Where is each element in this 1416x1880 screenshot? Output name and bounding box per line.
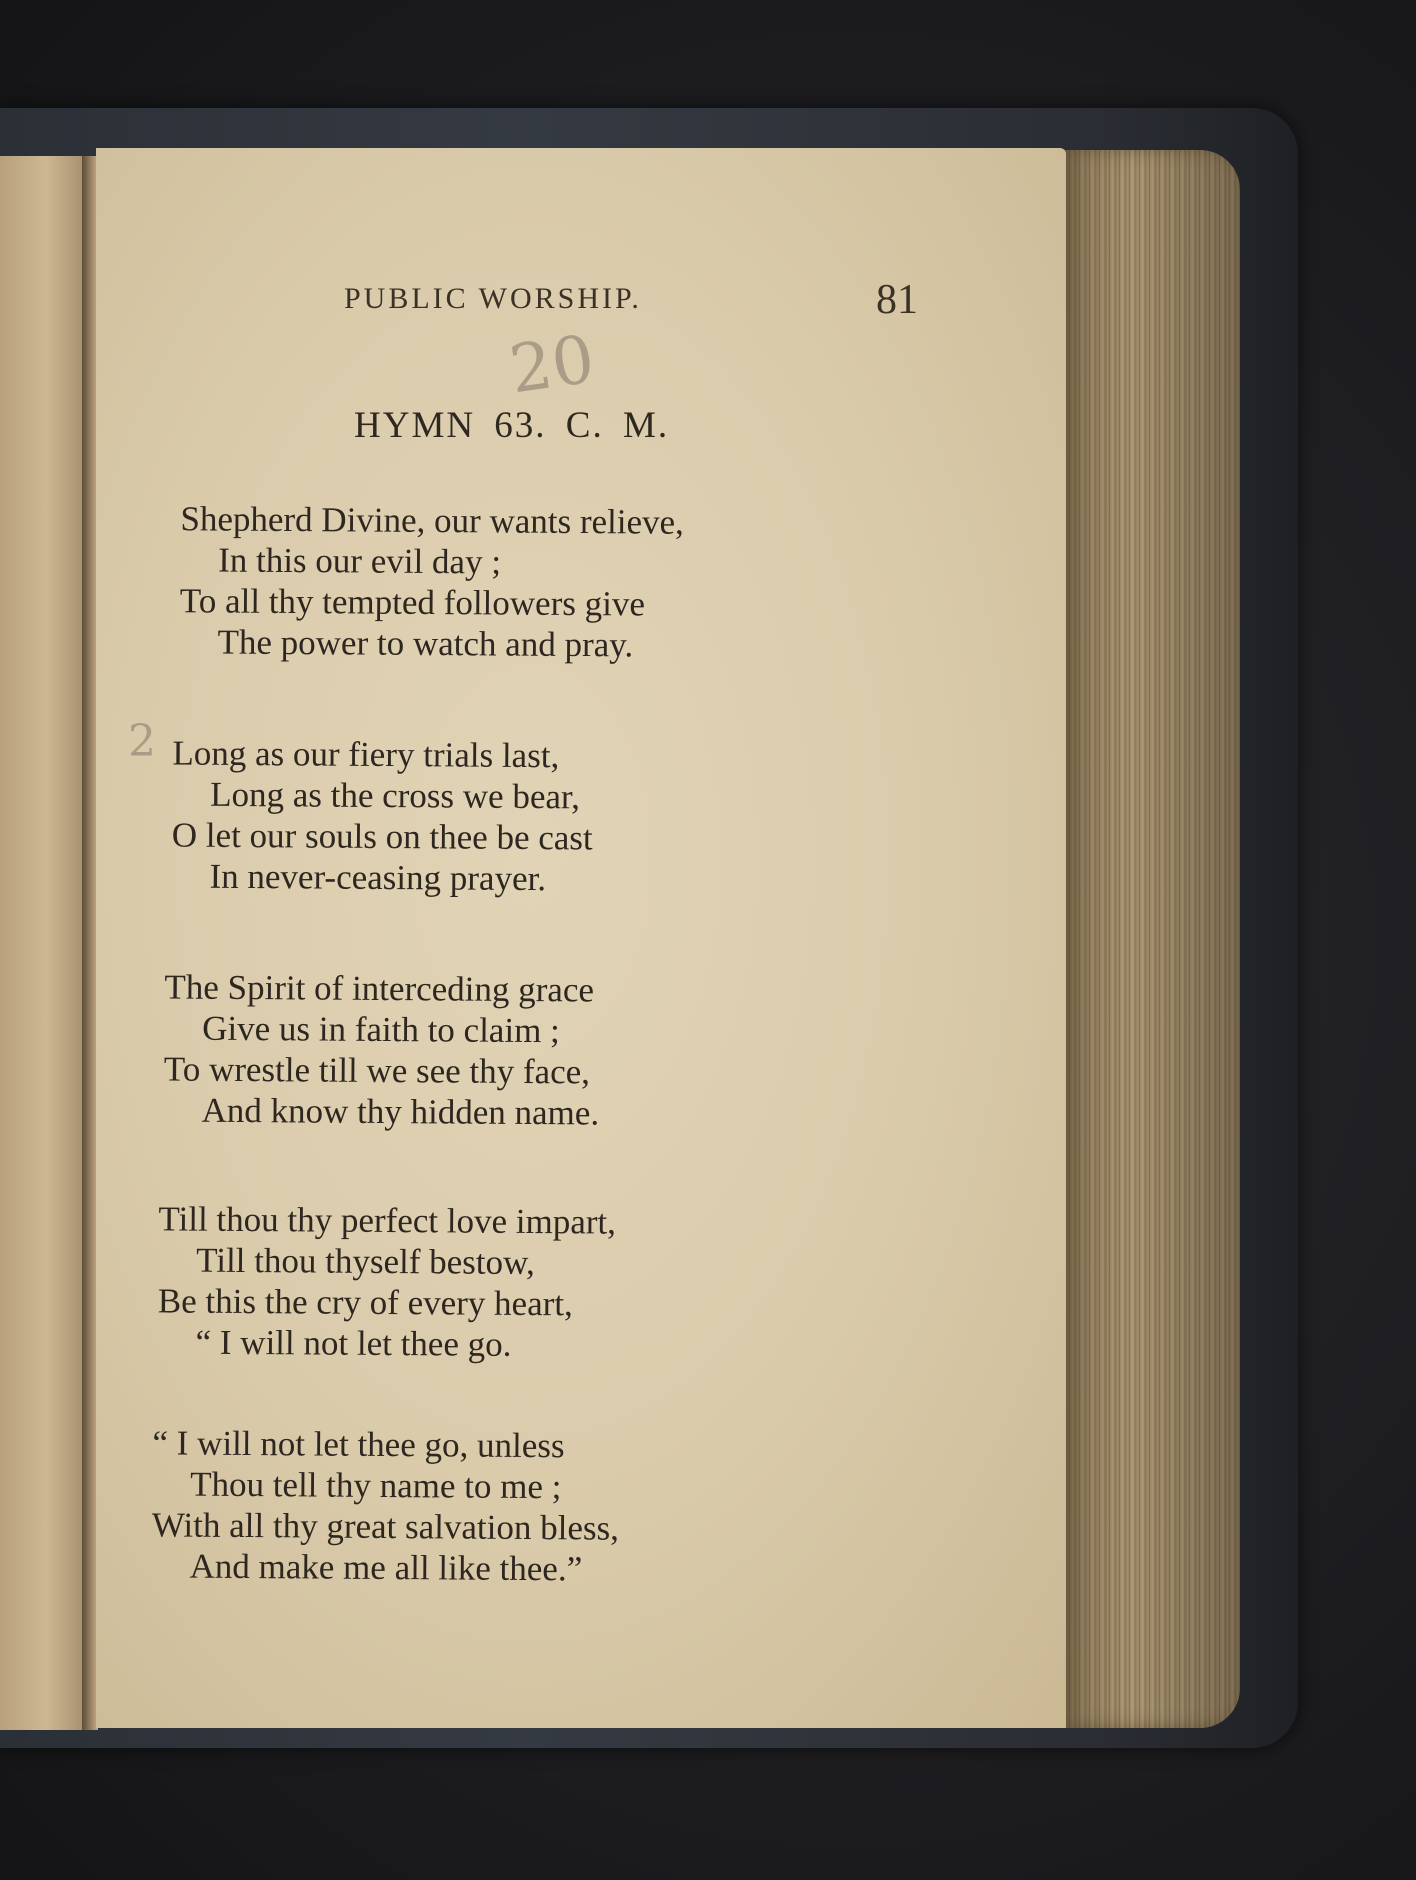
stanza-line: “ I will not let thee go, unless (152, 1423, 565, 1466)
stanza-line: Shepherd Divine, our wants relieve, (180, 499, 685, 542)
left-page-edge (0, 156, 87, 1730)
stanza-line: With all thy great salvation bless, (151, 1505, 620, 1548)
running-head: PUBLIC WORSHIP. (344, 282, 642, 315)
pencil-mark-top: 20 (505, 320, 599, 409)
stanza-line: The power to watch and pray. (217, 622, 634, 665)
stanza-line: Give us in faith to claim ; (202, 1008, 560, 1051)
stanza-4 (157, 1198, 616, 1365)
stanza-line: Long as our fiery trials last, (172, 733, 560, 776)
page-edges (1060, 150, 1240, 1728)
stanza-line: In never-ceasing prayer. (209, 856, 547, 899)
stanza-line: O let our souls on thee be cast (171, 815, 593, 858)
stanza-line: “ I will not let thee go. (195, 1322, 512, 1364)
hymn-title: HYMN 63. C. M. (354, 405, 670, 446)
stanza-line: Till thou thy perfect love impart, (158, 1199, 617, 1242)
stanza-line: And know thy hidden name. (201, 1090, 600, 1133)
stanza-3 (163, 966, 600, 1133)
stanza-line: Thou tell thy name to me ; (190, 1464, 562, 1507)
page-number: 81 (876, 277, 918, 323)
stanza-line: The Spirit of interceding grace (164, 967, 595, 1010)
stanza-line: And make me all like thee.” (189, 1546, 583, 1589)
stanza-1 (179, 498, 684, 666)
stanza-line: Be this the cry of every heart, (157, 1281, 573, 1324)
stanza-line: In this our evil day ; (218, 540, 502, 582)
stanza-2 (171, 733, 593, 900)
stanza-line: To wrestle till we see thy face, (163, 1049, 591, 1092)
stanza-line: To all thy tempted followers give (179, 581, 646, 624)
pencil-mark-stanza-2: 2 (128, 716, 156, 767)
stanza-5 (151, 1422, 619, 1589)
stanza-line: Long as the cross we bear, (210, 774, 581, 817)
stanza-line: Till thou thyself bestow, (196, 1240, 535, 1283)
